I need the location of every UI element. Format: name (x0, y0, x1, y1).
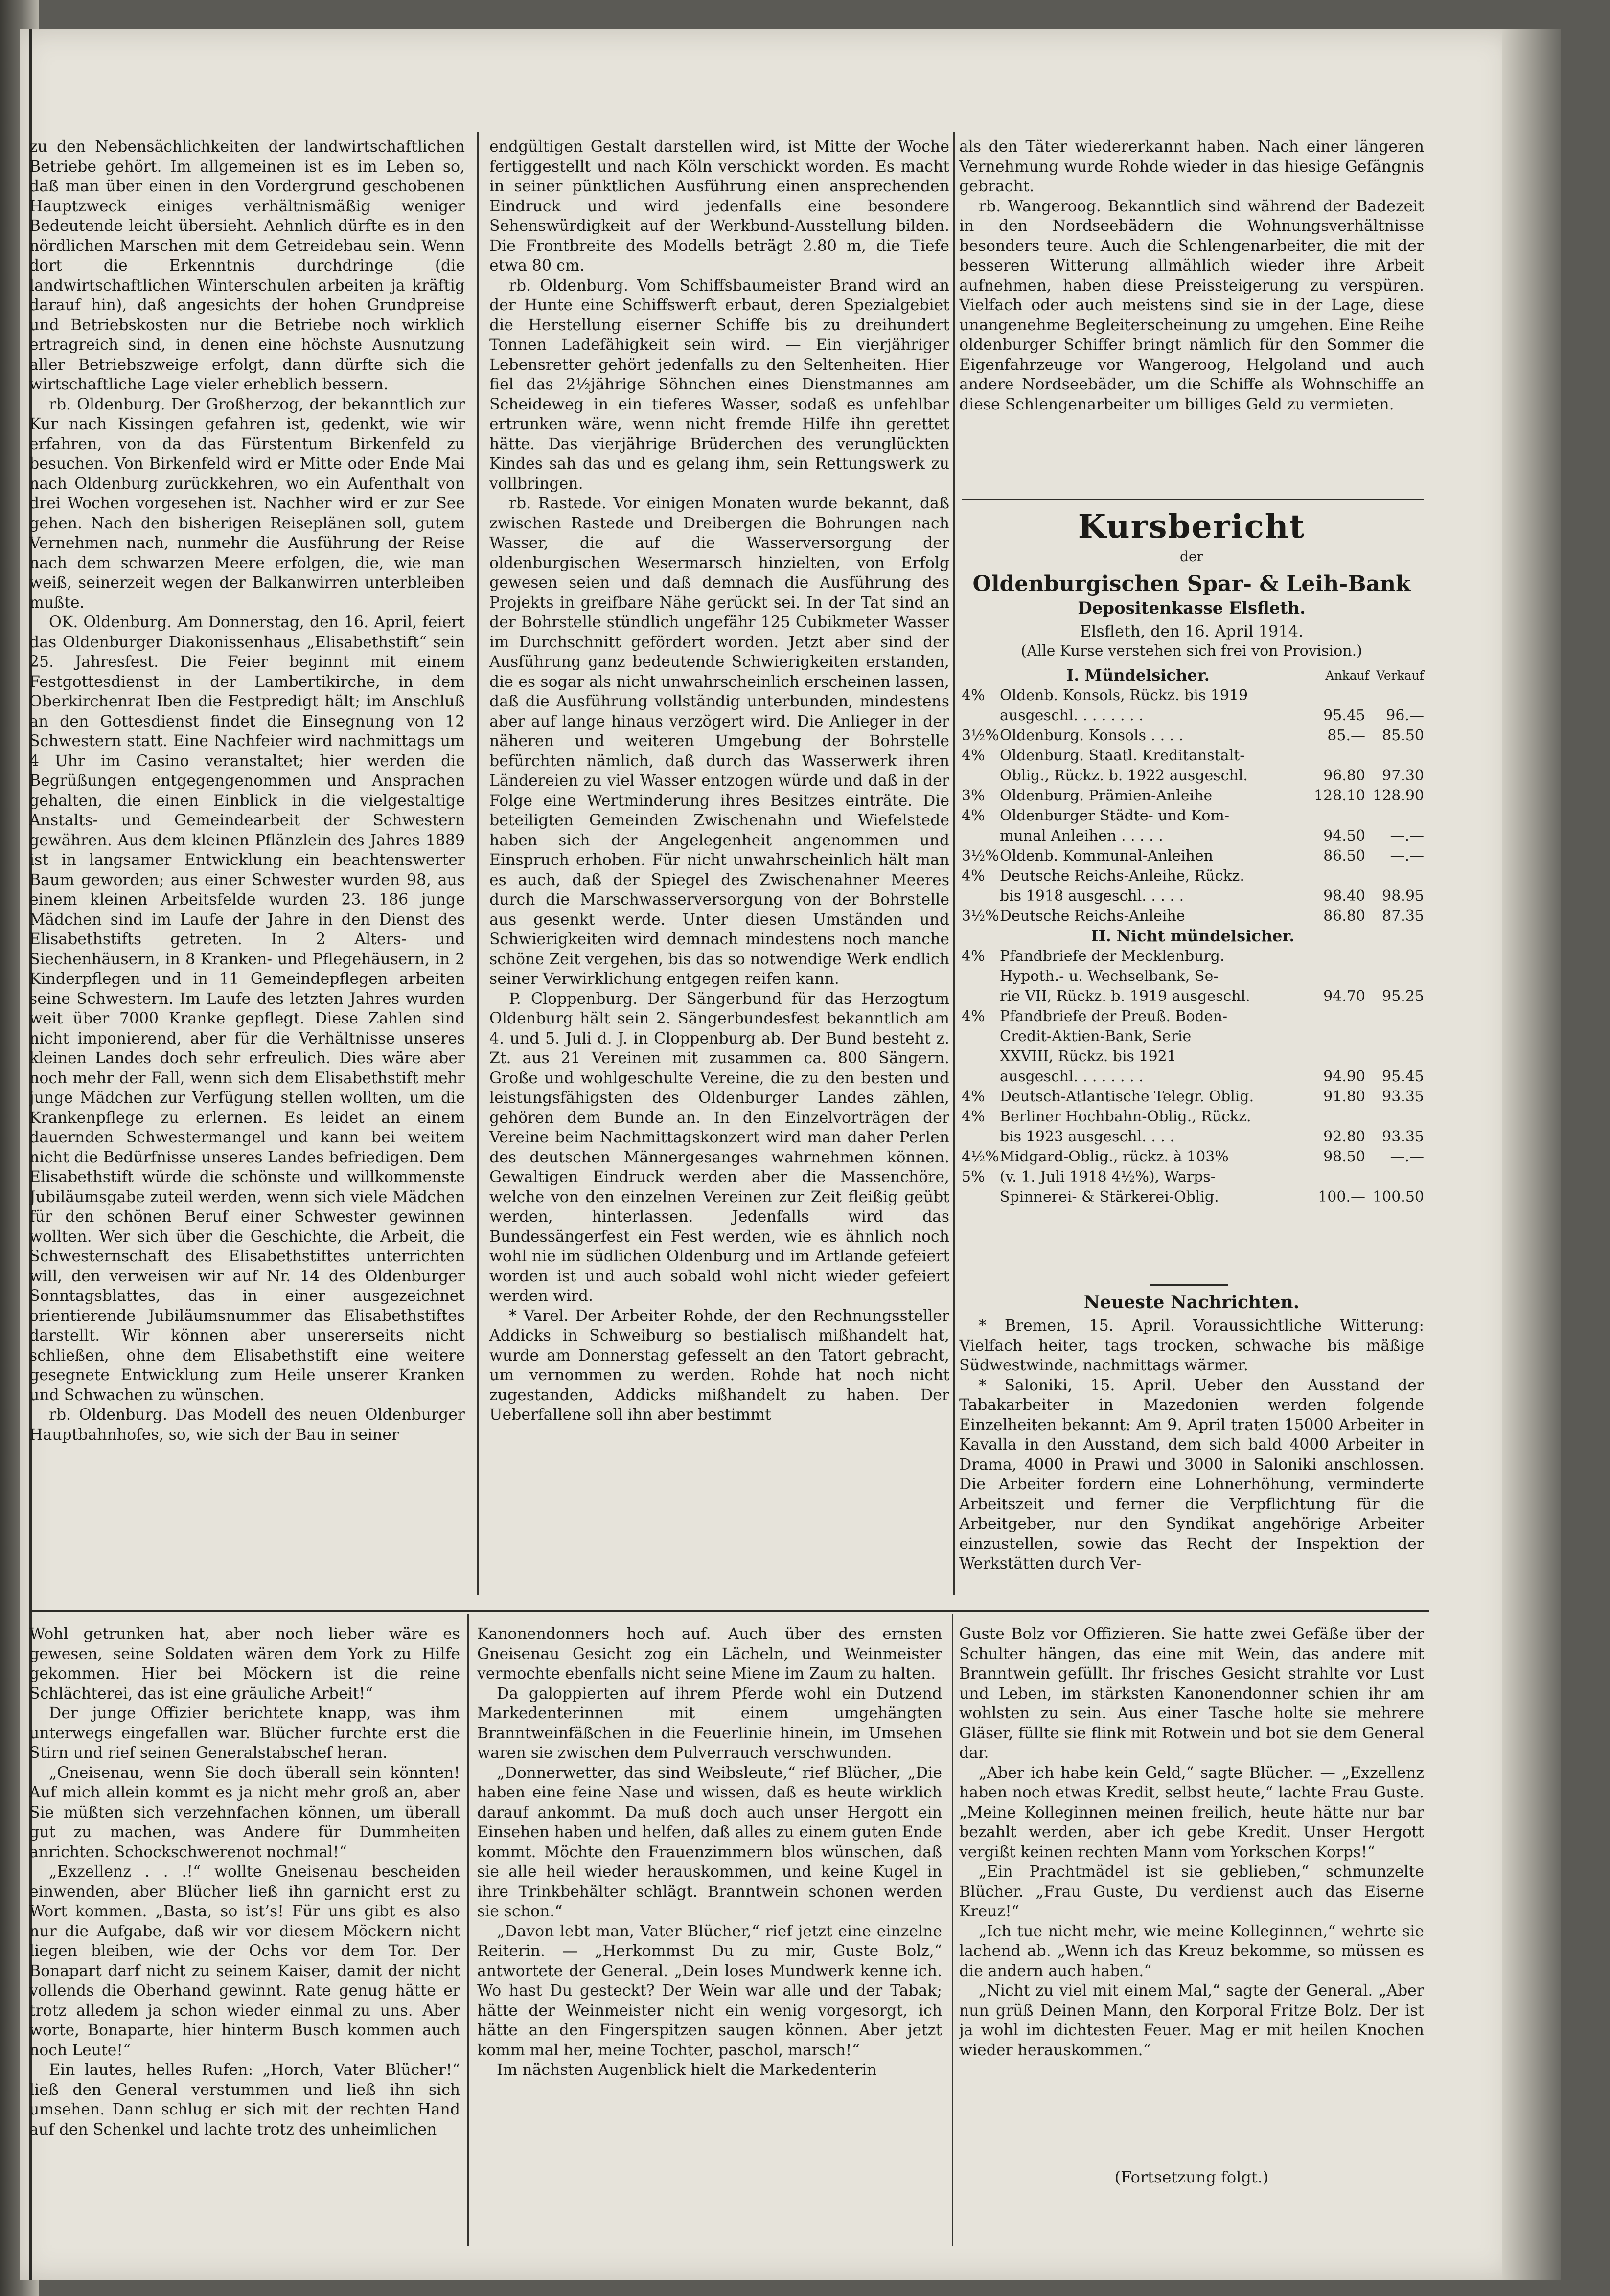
kurs-name: Credit-Aktien-Bank, Serie (1000, 1028, 1192, 1045)
kurs-rate: 5% (962, 1168, 985, 1185)
kurs-sell: —.— (1390, 827, 1424, 844)
kurs-buy: 86.80 (1323, 908, 1365, 925)
kurs-sell: 85.50 (1382, 727, 1424, 744)
kurs-row (962, 1006, 1424, 1026)
kurs-row (962, 705, 1424, 726)
kurs-row (962, 746, 1424, 766)
kurs-sell: 87.35 (1382, 908, 1424, 925)
kurs-buy (1314, 1046, 1365, 1067)
kurs-name: Oldenburg. Prämien-Anleihe (1000, 787, 1213, 804)
kurs-rate (962, 1127, 1000, 1147)
story-paragraph: „Ich tue nicht mehr, wie meine Kolleginnen,“ wehrte sie lachend ab. „Wenn ich das Kreuz bekomme, so müssen es die andern auch haben.“ (959, 1922, 1424, 1980)
kurs-section-title: I. Mündelsicher. (1066, 666, 1210, 684)
kurs-rate: 4% (962, 747, 985, 764)
kurs-sell (1365, 1107, 1424, 1127)
kurs-name: Spinnerei- & Stärkerei-Oblig. (1000, 1188, 1219, 1205)
kurs-buy (1314, 1026, 1365, 1046)
story-paragraph: Wohl getrunken hat, aber noch lieber wäre es gewesen, seine Soldaten wären dem York zu Hilfe gekommen. Hier bei Möckern ist die reine Schlächterei, das ist eine gräuliche Arbeit!“ (29, 1625, 460, 1703)
kurs-sell: 100.50 (1373, 1188, 1424, 1205)
kursbericht-note: (Alle Kurse verstehen sich frei von Provision.) (1021, 642, 1362, 659)
kurs-sell: 97.30 (1382, 767, 1424, 784)
article-paragraph: rb. Rastede. Vor einigen Monaten wurde bekannt, daß zwischen Rastede und Dreibergen die Bohrungen nach Wasser, die auf die Wasserversorgung der oldenburgischen Wesermarsch hinzielten, von Erfolg gewesen seien und daß demnach die Ausführung des Projekts in greifbare Nähe gerückt sei. In der Tat sind an der Bohrstelle stündlich ungefähr 125 Cubikmeter Wasser im Durchschnitt gefördert worden. Jetzt aber sind der Ausführung ganz bedeutende Schwierigkeiten erstanden, die es sogar als nicht unwahrscheinlich erscheinen lassen, daß die Ausführung vollständig unterbunden, mindestens aber auf lange hinaus verzögert wird. Die Anlieger in der näheren und weiteren Umgebung der Bohrstelle befürchten nämlich, daß durch das Wasserwerk ihren Ländereien zu viel Wasser entzogen würde und daß in der Folge eine Wertminderung ihres Besitzes einträte. Die beteiligten Gemeinden Zwischenahn und Wiefelstede haben sich der Angelegenheit angenommen und Einspruch erhoben. Für nicht unwahrscheinlich hält man es auch, daß der Spiegel des Zwischenahner Meeres durch die Marschwasserversorgung von der Bohrstelle aus gesenkt werde. Unter diesen Umständen und Schwierigkeiten wird demnach mindestens noch manche schöne Zeit vergehen, bis das so notwendige Werk endlich seiner Verwirklichung entgegen reifen kann. (489, 495, 949, 988)
news-paragraph: * Bremen, 15. April. Voraussichtliche Witterung: Vielfach heiter, tags trocken, schwache bis mäßige Südwestwinde, nachmittags wärmer. (959, 1317, 1424, 1374)
kurs-row (962, 685, 1424, 705)
story-paragraph: „Aber ich habe kein Geld,“ sagte Blücher. — „Exzellenz haben noch etwas Kredit, selbst heute,“ lachte Frau Guste. „Meine Kolleginnen meinen freilich, heute hätte nur bar bezahlt werden, aber ich gebe Kredit. Unser Hergott vergißt keinen rechten Mann vom Yorkschen Korps!“ (959, 1764, 1424, 1861)
kurs-rate: 4% (962, 687, 985, 704)
kurs-row (962, 1147, 1424, 1167)
article-paragraph: endgültigen Gestalt darstellen wird, ist Mitte der Woche fertiggestellt und nach Köln verschickt worden. Es macht in seiner pünktlichen Ausführung einen ansprechenden Eindruck und wird jedenfalls eine besondere Sehenswürdigkeit auf der Werkbund-Ausstellung bilden. Die Frontbreite des Modells beträgt 2.80 m, die Tiefe etwa 80 cm. (489, 138, 949, 274)
kurs-sell: 95.45 (1382, 1068, 1424, 1085)
kurs-row (962, 766, 1424, 786)
kurs-name: Deutsche Reichs-Anleihe (1000, 908, 1185, 925)
kurs-name: Deutsch-Atlantische Telegr. Oblig. (1000, 1088, 1254, 1105)
continuation-note: (Fortsetzung folgt.) (1114, 2168, 1269, 2186)
news-paragraph: * Saloniki, 15. April. Ueber den Ausstand der Tabakarbeiter in Mazedonien werden folgende Einzelheiten bekannt: Am 9. April traten 15000 Arbeiter in Kavalla in den Ausstand, dem sich bald 4000 Arbeiter in Drama, 4000 in Prawi und 3000 in Saloniki anschlossen. Die Arbeiter fordern eine Lohnerhöhung, verminderte Arbeitszeit und ferner die Verpflichtung für die Arbeitgeber, nur den Syndikat angehörige Arbeiter einzustellen, sowie das Recht der Inspektion der Werkstätten durch Ver- (959, 1376, 1424, 1572)
kursbericht-bank: Oldenburgischen Spar- & Leih-Bank (972, 571, 1411, 596)
kurs-name: Pfandbriefe der Mecklenburg. (1000, 948, 1225, 965)
kurs-rate (962, 705, 1000, 726)
kurs-buy (1314, 1006, 1365, 1026)
feuilleton-separator (29, 1610, 1429, 1612)
kurs-sell: 96.— (1386, 707, 1424, 724)
story-paragraph: „Nicht zu viel mit einem Mal,“ sagte der General. „Aber nun grüß Deinen Mann, den Korporal Fritze Bolz. Der ist ja wohl im dichtesten Feuer. Mag er mit heilen Knochen wieder herauskommen.“ (959, 1982, 1424, 2059)
kurs-name: Oldenb. Kommunal-Anleihen (1000, 847, 1213, 864)
kurs-rate (962, 886, 1000, 906)
kurs-row (962, 1067, 1424, 1087)
kurs-buy: 94.50 (1323, 827, 1365, 844)
story-paragraph: Da galoppierten auf ihrem Pferde wohl ein Dutzend Markedenterinnen mit einem umgehängten Branntweinfäßchen in die Feuerlinie hinein, im Umsehen waren sie zwischen dem Pulverrauch verschwunden. (477, 1684, 942, 1762)
kurs-buy: 86.50 (1323, 847, 1365, 864)
kurs-sell (1365, 866, 1424, 886)
kurs-row (962, 1187, 1424, 1207)
kurs-name: Deutsche Reichs-Anleihe, Rückz. (1000, 867, 1244, 885)
feuilleton-column-1 (29, 1624, 460, 2246)
kurs-name: Oldenburg. Staatl. Kreditanstalt- (1000, 747, 1245, 764)
kurs-sell: 95.25 (1382, 988, 1424, 1005)
kurs-name: bis 1923 ausgeschl. . . . (1000, 1128, 1175, 1145)
kurs-row (962, 886, 1424, 906)
kurs-sell (1365, 966, 1424, 986)
article-paragraph: rb. Oldenburg. Vom Schiffsbaumeister Brand wird an der Hunte eine Schiffswerft erbaut, deren Spezialgebiet die Herstellung eiserner Schiffe bis zu dreihundert Tonnen Ladefähigkeit sein wird. — Ein vierjähriger Lebensretter gehört jedenfalls zu den Seltenheiten. Hier fiel das 2½jährige Söhnchen eines Dienstmannes am Scheideweg in ein tieferes Wasser, sodaß es unfehlbar ertrunken wäre, wenn nicht fremde Hilfe ihn gerettet hätte. Das vierjährige Brüderchen des verunglückten Kindes sah das und es gelang ihm, sein Rettungswerk zu vollbringen. (489, 276, 949, 493)
kurs-row (962, 986, 1424, 1006)
kurs-buy (1314, 1107, 1365, 1127)
column-3-news (959, 1316, 1424, 1595)
kurs-sell: 93.35 (1382, 1128, 1424, 1145)
kurs-name: munal Anleihen . . . . . (1000, 827, 1163, 844)
kurs-buy: 96.80 (1323, 767, 1365, 784)
kurs-row (962, 786, 1424, 806)
kurs-section-header (962, 926, 1424, 946)
kurs-sell (1365, 1046, 1424, 1067)
kursbericht-date: Elsfleth, den 16. April 1914. (1080, 622, 1304, 640)
kurs-row (962, 906, 1424, 926)
kurs-row (962, 846, 1424, 866)
kurs-name: bis 1918 ausgeschl. . . . . (1000, 887, 1184, 905)
kurs-name: Pfandbriefe der Preuß. Boden- (1000, 1008, 1228, 1025)
kurs-name: Hypoth.- u. Wechselbank, Se- (1000, 968, 1219, 985)
kurs-name: ausgeschl. . . . . . . . (1000, 1068, 1144, 1085)
kurs-buy: 91.80 (1323, 1088, 1365, 1105)
kurs-rate (962, 1067, 1000, 1087)
column-1 (29, 137, 465, 1595)
kurs-sell (1365, 1006, 1424, 1026)
kurs-rate: 4% (962, 867, 985, 885)
kurs-col-buy: Ankauf (1325, 668, 1369, 682)
kurs-buy: 98.50 (1323, 1148, 1365, 1165)
kurs-name: Oblig., Rückz. b. 1922 ausgeschl. (1000, 767, 1248, 784)
kurs-rate: 4½% (962, 1148, 999, 1165)
story-paragraph: Kanonendonners hoch auf. Auch über des ernsten Gneisenau Gesicht zog ein Lächeln, und Weinmeister vermochte ebenfalls nicht seine Miene im Zaum zu halten. (477, 1625, 942, 1682)
kurs-buy (1314, 746, 1365, 766)
column-3-top (959, 137, 1424, 489)
article-paragraph: als den Täter wiedererkannt haben. Nach einer längeren Vernehmung wurde Rohde wieder in das hiesige Gefängnis gebracht. (959, 138, 1424, 195)
kurs-buy (1314, 1167, 1365, 1187)
kurs-rows-2 (962, 946, 1424, 1207)
column-2 (489, 137, 949, 1595)
kurs-buy: 85.— (1327, 727, 1365, 744)
kurs-rate (962, 766, 1000, 786)
kurs-rate: 3½% (962, 908, 999, 925)
story-paragraph: „Ein Prachtmädel ist sie geblieben,“ schmunzelte Blücher. „Frau Guste, Du verdienst auch das Eiserne Kreuz!“ (959, 1863, 1424, 1920)
kurs-rate: 3½% (962, 727, 999, 744)
kurs-row (962, 966, 1424, 986)
kurs-section-header (962, 665, 1424, 685)
kurs-name: XXVIII, Rückz. bis 1921 (1000, 1048, 1176, 1065)
news-separator (1150, 1284, 1228, 1286)
kurs-name: (v. 1. Juli 1918 4½%), Warps- (1000, 1168, 1216, 1185)
kurs-col-sell: Verkauf (1376, 668, 1424, 682)
kurs-row (962, 726, 1424, 746)
story-paragraph: „Donnerwetter, das sind Weibsleute,“ rief Blücher, „Die haben eine feine Nase und wissen, daß es heute wirklich darauf ankommt. Da muß doch auch unser Hergott ein Einsehen haben und helfen, daß alles zu einem guten Ende kommt. Möchte den Frauenzimmern blos wünschen, daß sie alle heil wieder herauskommen, und keine Kugel in ihre Trinkbehälter schlägt. Branntwein schonen werden sie schon.“ (477, 1764, 942, 1920)
kurs-rate (962, 1187, 1000, 1207)
kursbericht-title: Kursbericht (1078, 507, 1306, 546)
kurs-buy: 128.10 (1314, 787, 1365, 804)
column-rule (953, 132, 955, 1595)
kurs-row (962, 866, 1424, 886)
story-paragraph: Im nächsten Augenblick hielt die Markedenterin (497, 2061, 877, 2079)
news-title: Neueste Nachrichten. (1083, 1292, 1300, 1313)
story-paragraph: „Davon lebt man, Vater Blücher,“ rief jetzt eine einzelne Reiterin. — „Herkommst Du zu mir, Guste Bolz,“ antwortete der General. „Dein loses Mundwerk kenne ich. Wo hast Du gesteckt? Der Wein war alle und der Tabak; hätte der Weinmeister nicht ein wenig vorgesorgt, ich hätte an den Fingerspitzen saugen können. Aber jetzt komm mal her, meine Tochter, paschol, marsch!“ (477, 1922, 942, 2059)
kurs-name: Berliner Hochbahn-Oblig., Rückz. (1000, 1108, 1251, 1125)
kurs-rate: 4% (962, 807, 985, 824)
kursbericht-depositenkasse: Depositenkasse Elsfleth. (1078, 598, 1306, 618)
kurs-row (962, 946, 1424, 966)
kurs-buy: 94.90 (1323, 1068, 1365, 1085)
kurs-table (962, 665, 1424, 1207)
kurs-rate: 3½% (962, 847, 999, 864)
kurs-name: Midgard-Oblig., rückz. à 103% (1000, 1148, 1229, 1165)
article-paragraph: P. Cloppenburg. Der Sängerbund für das Herzogtum Oldenburg hält sein 2. Sängerbundesfest bekanntlich am 4. und 5. Juli d. J. in Cloppenburg ab. Der Bund besteht z. Zt. aus 21 Vereinen mit zusammen ca. 800 Sängern. Große und wohlgeschulte Vereine, die zu den besten und leistungsfähigsten des Oldenburger Landes zählen, gehören dem Bunde an. In den Einzelvorträgen der Vereine beim Nachmittagskonzert wird man daher Perlen des deutschen Männergesanges wahrnehmen können. Gewaltigen Eindruck werden aber die Massenchöre, welche von den einzelnen Vereinen zur Zeit fleißig geübt werden, hinterlassen. Jedenfalls wird das Bundessängerfest ein Fest werden, wie es ähnlich noch wohl nie im südlichen Oldenburg und im Artlande gefeiert worden ist und auch sobald wohl nicht wieder gefeiert werden wird. (489, 990, 949, 1305)
article-paragraph: rb. Oldenburg. Der Großherzog, der bekanntlich zur Kur nach Kissingen gefahren ist, gedenkt, wie wir erfahren, von da das Fürstentum Birkenfeld zu besuchen. Von Birkenfeld wird er Mitte oder Ende Mai nach Oldenburg zurückkehren, wo ein Aufenthalt von drei Wochen vorgesehen ist. Nachher wird er zur See gehen. Nach den bisherigen Reiseplänen soll, gutem Vernehmen nach, nunmehr die Ausführung der Reise nach dem schwarzen Meere erfolgen, die, wie man weiß, seinerzeit wegen der Balkanwirren unterbleiben mußte. (29, 395, 465, 612)
kurs-sell: —.— (1390, 1148, 1424, 1165)
kurs-sell: 128.90 (1373, 787, 1424, 804)
kurs-row (962, 826, 1424, 846)
column-rule (467, 1614, 469, 2246)
kurs-rate (962, 826, 1000, 846)
kurs-name: ausgeschl. . . . . . . . (1000, 707, 1144, 724)
column-rule (952, 1614, 953, 2246)
story-paragraph: „Gneisenau, wenn Sie doch überall sein könnten! Auf mich allein kommt es ja nicht mehr groß an, aber Sie müßten sich verzehnfachen können, um überall gut zu machen, was Andere für Dummheiten anrichten. Schockschwerenot nochmal!“ (29, 1764, 460, 1861)
kurs-rate: 4% (962, 948, 985, 965)
kursbericht-der: der (1180, 548, 1203, 565)
kurs-rate: 4% (962, 1108, 985, 1125)
kurs-rows-1 (962, 685, 1424, 926)
kurs-row (962, 1087, 1424, 1107)
kurs-row (962, 1127, 1424, 1147)
kurs-buy: 94.70 (1323, 988, 1365, 1005)
kurs-sell: —.— (1390, 847, 1424, 864)
feuilleton-column-3 (959, 1624, 1424, 2246)
kurs-sell (1365, 946, 1424, 966)
kurs-separator (962, 499, 1424, 500)
scan-right-edge (1502, 29, 1561, 2280)
kurs-rate (962, 986, 1000, 1006)
kurs-rate (962, 1026, 1000, 1046)
story-paragraph: Guste Bolz vor Offizieren. Sie hatte zwei Gefäße über der Schulter hängen, das eine mit Wein, das andere mit Branntwein gefüllt. Ihr frisches Gesicht strahlte vor Lust und Leben, im stärksten Kanonendonner schien ihr am wohlsten zu sein. Aus einer Tasche holte sie mehrere Gläser, füllte sie flink mit Rotwein und bot sie dem General dar. (959, 1625, 1424, 1762)
kurs-rate (962, 966, 1000, 986)
kurs-sell (1365, 746, 1424, 766)
kurs-row (962, 1026, 1424, 1046)
kurs-rate: 3% (962, 787, 985, 804)
kurs-rate: 4% (962, 1088, 985, 1105)
kurs-buy (1314, 966, 1365, 986)
kurs-sell (1365, 1026, 1424, 1046)
column-rule (477, 132, 479, 1595)
kurs-buy: 95.45 (1323, 707, 1365, 724)
kurs-row (962, 806, 1424, 826)
kurs-buy (1314, 806, 1365, 826)
story-paragraph: Ein lautes, helles Rufen: „Horch, Vater Blücher!“ ließ den General verstummen und ließ ihn sich umsehen. Dann schlug er sich mit der rechten Hand auf den Schenkel und lachte trotz des unheimlichen (29, 2061, 460, 2138)
article-paragraph: * Varel. Der Arbeiter Rohde, der den Rechnungssteller Addicks in Schweiburg so bestialisch mißhandelt hat, wurde am Donnerstag gefesselt an den Tatort gebracht, um vernommen zu werden. Rohde hat noch nicht zugestanden, Addicks mißhandelt zu haben. Der Ueberfallene soll ihn aber bestimmt (489, 1307, 949, 1424)
kurs-sell (1365, 1167, 1424, 1187)
kurs-rate (962, 1046, 1000, 1067)
kurs-name: Oldenburg. Konsols . . . . (1000, 727, 1184, 744)
kurs-name: rie VII, Rückz. b. 1919 ausgeschl. (1000, 988, 1250, 1005)
kurs-name: Oldenb. Konsols, Rückz. bis 1919 (1000, 687, 1248, 704)
kurs-buy: 98.40 (1323, 887, 1365, 905)
kurs-buy (1314, 685, 1365, 705)
article-paragraph: rb. Wangeroog. Bekanntlich sind während der Badezeit in den Nordseebädern die Wohnungsverhältnisse besonders teure. Auch die Schlengenarbeiter, die mit der besseren Witterung allmählich wieder ihre Arbeit aufnehmen, haben diese Preissteigerung zu verspüren. Vielfach oder auch meistens sind sie in der Lage, diese unangenehme Begleiterscheinung zu umgehen. Eine Reihe oldenburger Schiffer bringt nämlich für den Sommer die Eigenfahrzeuge vor Wangeroog, Helgoland und auch andere Nordseebäder, um die Schiffe als Wohnschiffe an diese Schlengenarbeiter um billiges Geld zu vermieten. (959, 197, 1424, 413)
kurs-sell: 93.35 (1382, 1088, 1424, 1105)
kurs-rate: 4% (962, 1008, 985, 1025)
kurs-buy (1314, 946, 1365, 966)
feuilleton-column-2 (477, 1624, 942, 2246)
kurs-buy: 92.80 (1323, 1128, 1365, 1145)
article-paragraph: OK. Oldenburg. Am Donnerstag, den 16. April, feiert das Oldenburger Diakonissenhaus „Elisabethstift“ sein 25. Jahresfest. Die Feier beginnt mit einem Festgottesdienst in der Lambertikirche, in dem Oberkirchenrat Iben die Festpredigt hält; im Anschluß an den Gottesdienst findet die Einsegnung von 12 Schwestern statt. Eine Nachfeier wird nachmittags um 4 Uhr im Casino veranstaltet; hier werden die Begrüßungen entgegengenommen und Ansprachen gehalten, die einen Einblick in die vielgestaltige Anstalts- und Gemeindearbeit der Schwestern gewähren. Aus dem kleinen Pflänzlein des Jahres 1889 ist in langsamer Entwicklung ein beachtenswerter Baum geworden; aus einer Schwester wurden 98, aus einem kleinen Arbeitsfelde wurden 23. 186 junge Mädchen sind im Laufe der Jahre in den Dienst des Elisabethstifts getreten. In 2 Alters- und Siechenhäusern, in 8 Kranken- und Pflegehäusern, in 2 Kinderpflegen und in 11 Gemeindepflegen arbeiten seine Schwestern. Im Laufe des letzten Jahres wurden weit über 7000 Kranke gepflegt. Diese Zahlen sind nicht imponierend, aber für die Verhältnisse unseres kleinen Landes doch sehr erfreulich. Dies wäre aber noch mehr der Fall, wenn sich dem Elisabethstift mehr junge Mädchen zur Verfügung stellen wollten, um die Krankenpflege zu erlernen. Es leidet an einem dauernden Schwestermangel und kann bei weitem nicht die Bedürfnisse unseres Landes befriedigen. Dem Elisabethstift würde die schönste und willkommenste Jubiläumsgabe zuteil werden, wenn sich viele Mädchen für den schönen Beruf einer Schwester gewinnen wollten. Wer sich über die Geschichte, die Arbeit, die Schwesternschaft des Elisabethstiftes unterrichten will, den verweisen wir auf Nr. 14 des Oldenburger Sonntagsblattes, das in einer ausgezeichnet orientierende Jubiläumsnummer das Elisabethstiftes darstellt. Wir können aber unsererseits nicht schließen, ohne dem Elisabethstift eine weitere gesegnete Entwicklung zum Heile unserer Kranken und Schwachen zu wünschen. (29, 614, 465, 1404)
article-paragraph: rb. Oldenburg. Das Modell des neuen Oldenburger Hauptbahnhofes, so, wie sich der Bau in seiner (29, 1406, 465, 1444)
kurs-buy (1314, 866, 1365, 886)
kurs-row (962, 1167, 1424, 1187)
kurs-section-title: II. Nicht mündelsicher. (1091, 927, 1295, 945)
kurs-sell (1365, 685, 1424, 705)
kurs-sell (1365, 806, 1424, 826)
article-paragraph: zu den Nebensächlichkeiten der landwirtschaftlichen Betriebe gehört. Im allgemeinen ist es im Leben so, daß man über einen in den Vordergrund geschobenen Hauptzweck einiges verhältnismäßig weniger Bedeutende leicht übersieht. Aehnlich dürfte es in den nördlichen Marschen mit dem Getreidebau sein. Wenn dort die Erkenntnis durchdringe (die landwirtschaftlichen Winterschulen arbeiten ja kräftig darauf hin), daß angesichts der hohen Grundpreise und Betriebskosten nur die Betriebe noch wirklich ertragreich sind, in denen eine höchste Ausnutzung aller Betriebszweige erfolgt, dann dürfte sich die wirtschaftliche Lage vieler erheblich bessern. (29, 138, 465, 393)
story-paragraph: „Exzellenz . . .!“ wollte Gneisenau bescheiden einwenden, aber Blücher ließ ihn garnicht erst zu Wort kommen. „Basta, so ist’s! Für uns gibt es also nur die Aufgabe, daß wir vor diesem Möckern nicht liegen bleiben, wie der Ochs vor dem Tor. Der Bonapart darf nicht zu seinem Kaiser, damit der nicht vollends die Oberhand gewinnt. Rate genug hätte er trotz alledem ja schon wieder einmal zu uns. Aber worte, Bonaparte, hier hinterm Busch kommen auch noch Leute!“ (29, 1863, 460, 2059)
kurs-name: Oldenburger Städte- und Kom- (1000, 807, 1229, 824)
kurs-sell: 98.95 (1382, 887, 1424, 905)
story-paragraph: Der junge Offizier berichtete knapp, was ihm unterwegs eingefallen war. Blücher furchte erst die Stirn und rief seinen Generalstabschef heran. (29, 1705, 460, 1762)
kurs-row (962, 1107, 1424, 1127)
kurs-buy: 100.— (1318, 1188, 1365, 1205)
kurs-row (962, 1046, 1424, 1067)
